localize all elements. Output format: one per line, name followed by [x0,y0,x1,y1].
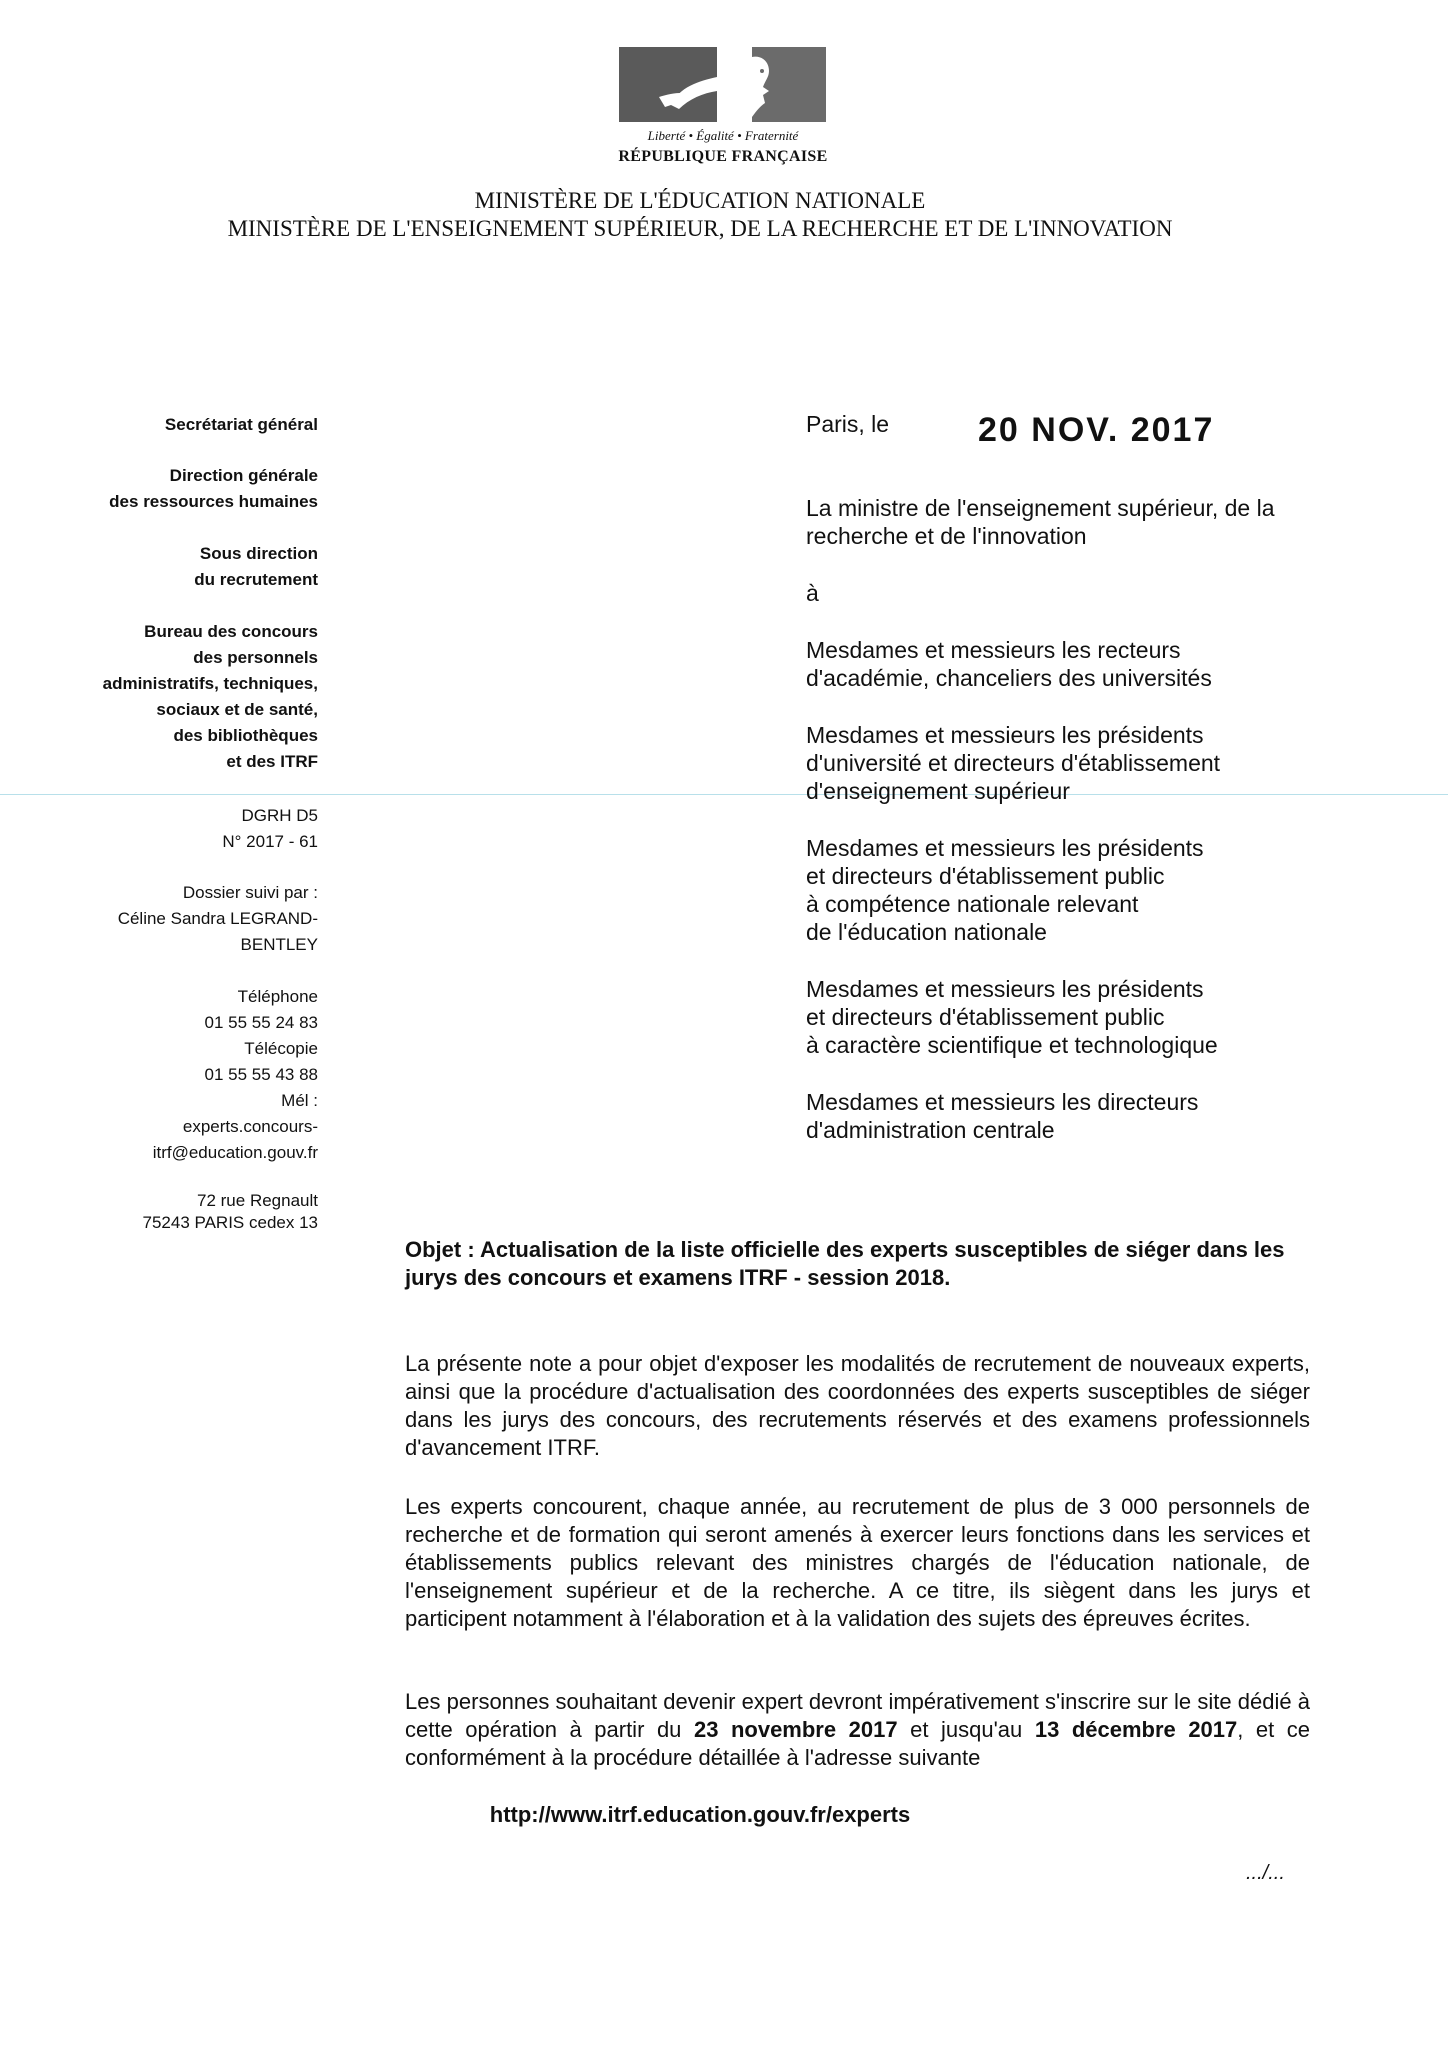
recipient-rectors-line1: Mesdames et messieurs les recteurs [806,637,1181,663]
recipient-national-line3: à compétence nationale relevant [806,891,1139,917]
ministry-title-2: MINISTÈRE DE L'ENSEIGNEMENT SUPÉRIEUR, DE LA RECHERCHE ET DE L'INNOVATION [227,216,1173,241]
sender-dgrh-line1: Direction générale [169,466,318,485]
from-line1: La ministre de l'enseignement supérieur, de la [806,495,1275,521]
telephone-label: Téléphone [237,987,318,1006]
ministry-title-1: MINISTÈRE DE L'ÉDUCATION NATIONALE [474,188,926,213]
fax-label: Télécopie [244,1039,318,1058]
sender-bureau-line2: des personnels [193,648,318,667]
recipient-universities-line3: d'enseignement supérieur [806,778,1070,804]
recipient-scientific-line2: et directeurs d'établissement public [806,1004,1165,1030]
continuation-mark: .../... [1246,1862,1285,1884]
sender-subdirection-line1: Sous direction [199,544,318,563]
sender-reference-line2: N° 2017 - 61 [222,832,318,851]
recipient-scientific-line3: à caractère scientifique et technologique [806,1032,1218,1058]
paragraph-3-text-a: Les personnes souhaitant devenir expert devront impérativement s'inscrire sur le site dédié à cette opération à partir du [405,1689,1310,1742]
recipient-national-line4: de l'éducation nationale [806,919,1047,945]
recipient-universities-line1: Mesdames et messieurs les présidents [806,722,1204,748]
email-line1: experts.concours- [182,1117,318,1136]
email-line2: itrf@education.gouv.fr [152,1143,318,1162]
subject: Objet : Actualisation de la liste officielle des experts susceptibles de siéger dans les jurys des concours et examens ITRF - session 2018. [405,1237,1285,1290]
date-stamp: 20 NOV. 2017 [978,411,1215,449]
dossier-name-line1: Céline Sandra LEGRAND- [117,909,318,928]
recipient-central-line2: d'administration centrale [806,1117,1055,1143]
sender-bureau-line5: des bibliothèques [173,726,318,745]
recipient-scientific-line1: Mesdames et messieurs les présidents [806,976,1204,1002]
marianne-logo [619,47,826,122]
end-date: 13 décembre 2017 [1034,1717,1238,1742]
dossier-name-line2: BENTLEY [240,935,318,954]
paragraph-2: Les experts concourent, chaque année, au recrutement de plus de 3 000 personnels de recherche et de formation qui seront amenés à exercer leurs fonctions dans les services et établissements publics relevant des ministres chargés de l'éducation nationale, de l'enseignement supérieur et de la recherche. A ce titre, ils siègent dans les jurys et participent notamment à l'élaboration et à la validation des sujets des épreuves écrites. [405,1494,1310,1631]
republic-motto: Liberté • Égalité • Fraternité [647,128,799,143]
republic-name: RÉPUBLIQUE FRANÇAISE [618,148,828,165]
email-label: Mél : [281,1091,318,1110]
to-marker: à [806,580,819,606]
recipient-rectors-line2: d'académie, chanceliers des universités [806,665,1212,691]
date-label: Paris, le [806,411,890,437]
sender-sg: Secrétariat général [164,415,318,434]
sender-subdirection-line2: du recrutement [194,570,318,589]
paragraph-3-text-e: , et ce conformément à la procédure détaillée à l'adresse suivante [405,1717,1311,1770]
sender-bureau-line4: sociaux et de santé, [156,700,318,719]
start-date: 23 novembre 2017 [693,1717,898,1742]
sender-bureau-line1: Bureau des concours [144,622,318,641]
sender-reference-line1: DGRH D5 [241,806,318,825]
paragraph-3 [405,1688,1310,1772]
address-line1: 72 rue Regnault [197,1191,318,1210]
telephone-number: 01 55 55 24 83 [204,1013,318,1032]
sender-bureau-line3: administratifs, techniques, [102,674,318,693]
address-line2: 75243 PARIS cedex 13 [142,1213,318,1232]
sender-dgrh-line2: des ressources humaines [109,492,318,511]
sender-bureau-line6: et des ITRF [226,752,318,771]
paragraph-1: La présente note a pour objet d'exposer les modalités de recrutement de nouveaux experts, ainsi que la procédure d'actualisation des coordonnées des experts susceptibles de siéger dans les jurys des concours, des recrutements réservés et des examens professionnels d'avancement ITRF. [405,1351,1310,1460]
recipient-national-line1: Mesdames et messieurs les présidents [806,835,1204,861]
fax-number: 01 55 55 43 88 [204,1065,318,1084]
recipient-central-line1: Mesdames et messieurs les directeurs [806,1089,1199,1115]
recipient-universities-line2: d'université et directeurs d'établissement [806,750,1221,776]
from-line2: recherche et de l'innovation [806,523,1087,549]
experts-url: http://www.itrf.education.gouv.fr/experts [489,1802,911,1827]
scan-artifact-line [0,794,1448,795]
paragraph-3-text-c: et jusqu'au [897,1717,1035,1742]
recipient-national-line2: et directeurs d'établissement public [806,863,1165,889]
dossier-label: Dossier suivi par : [182,883,318,902]
